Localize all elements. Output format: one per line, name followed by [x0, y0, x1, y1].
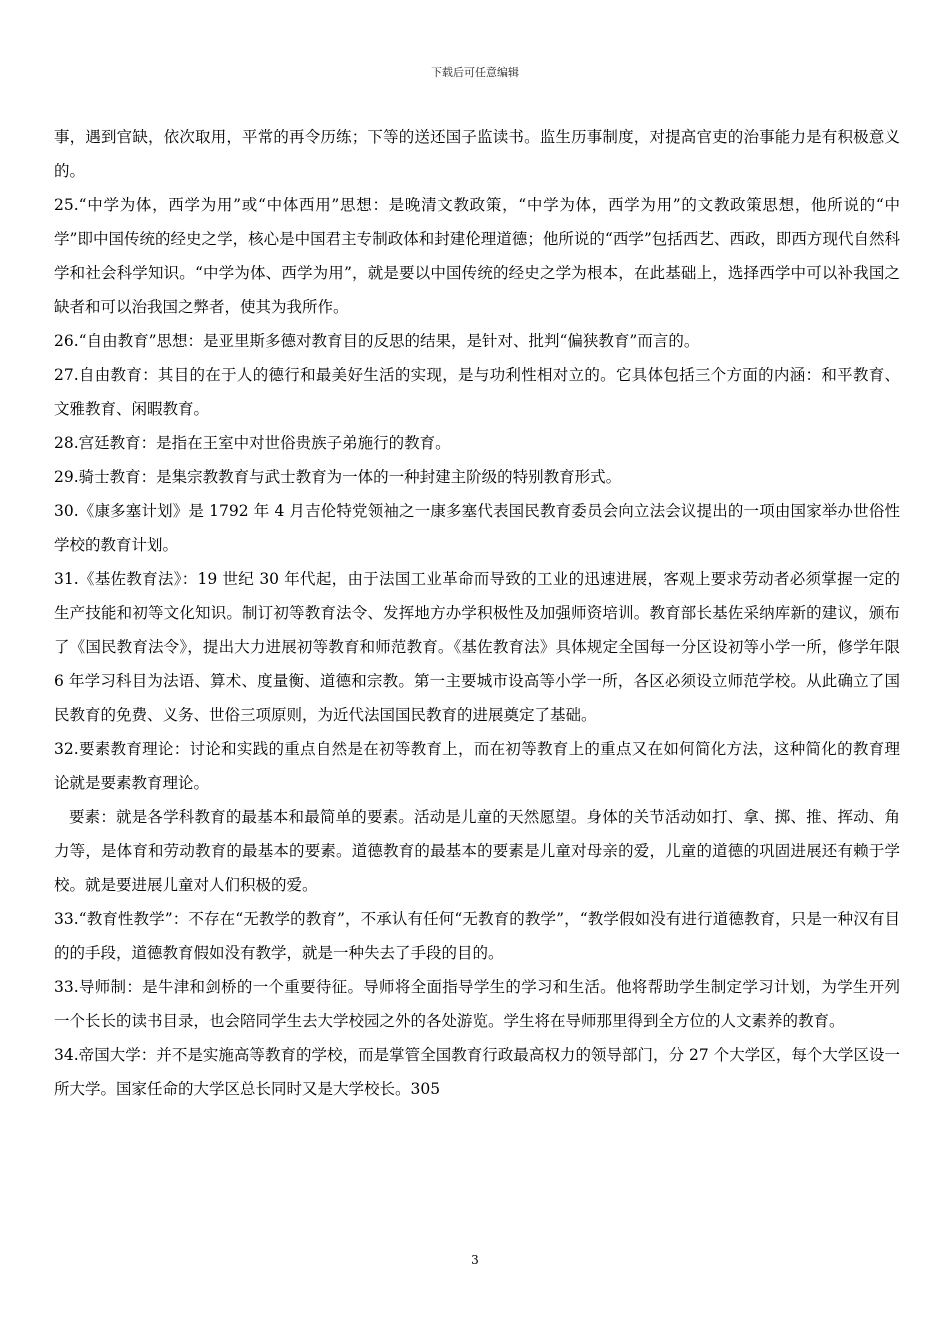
paragraph-27: 27.自由教育：其目的在于人的德行和最美好生活的实现，是与功利性相对立的。它具体包括三个方面的内涵：和平教育、文雅教育、闲暇教育。 — [54, 366, 900, 418]
page-number: 3 — [471, 1253, 479, 1267]
paragraph-32: 32.要素教育理论：讨论和实践的重点自然是在初等教育上，而在初等教育上的重点又在如何简化方法，这种简化的教育理论就是要素教育理论。 — [54, 740, 900, 792]
paragraph-29: 29.骑士教育：是集宗教教育与武士教育为一体的一种封建主阶级的特别教育形式。 — [54, 468, 622, 486]
paragraph-31: 31.《基佐教育法》：19 世纪 30 年代起，由于法国工业革命而导致的工业的迅速进展，客观上要求劳动者必须掌握一定的生产技能和初等文化知识。制订初等教育法令、发挥地方办学积极性及加强师资培训。教育部长基佐采纳库新的建议，颁布了《国民教育法令》，提出大力进展初等教育和师范教育。《基佐教育法》具体规定全国每一分区设初等小学一所，修学年限 6 年学习科目为法语、算术、度量衡、道德和宗教。第一主要城市设高等小学一所，各区必须设立师范学校。从此确立了国民教育的免费、义务、世俗三项原则，为近代法国国民教育的进展奠定了基础。 — [54, 570, 900, 724]
document-body — [54, 120, 900, 1106]
paragraph-32-elements: 要素：就是各学科教育的最基本和最简单的要素。活动是儿童的天然愿望。身体的关节活动如打、拿、掷、推、挥动、角力等，是体育和劳动教育的最基本的要素。道德教育的最基本的要素是儿童对母亲的爱，儿童的道德的巩固进展还有赖于学校。就是要进展儿童对人们积极的爱。 — [54, 808, 900, 894]
page-header: 下载后可任意编辑 — [431, 66, 519, 79]
paragraph-30: 30.《康多塞计划》是 1792 年 4 月吉伦特党领袖之一康多塞代表国民教育委员会向立法会议提出的一项由国家举办世俗性学校的教育计划。 — [54, 502, 900, 554]
paragraph-33-educative-teaching: 33.“教育性教学”：不存在“无教学的教育”，不承认有任何“无教育的教学”，“教学假如没有进行道德教育，只是一种汉有目的的手段，道德教育假如没有教学，就是一种失去了手段的目的。 — [54, 910, 900, 962]
paragraph-26: 26.“自由教育”思想：是亚里斯多德对教育目的反思的结果，是针对、批判“偏狭教育”而言的。 — [54, 332, 700, 350]
paragraph-28: 28.宫廷教育：是指在王室中对世俗贵族子弟施行的教育。 — [54, 434, 451, 452]
paragraph-25: 25.“中学为体，西学为用”或“中体西用”思想：是晚清文教政策，“中学为体，西学为用”的文教政策思想，他所说的“中学”即中国传统的经史之学，核心是中国君主专制政体和封建伦理道德；他所说的“西学”包括西艺、西政，即西方现代自然科学和社会科学知识。“中学为体、西学为用”，就是要以中国传统的经史之学为根本，在此基础上，选择西学中可以补我国之缺者和可以治我国之弊者，使其为我所作。 — [54, 196, 900, 316]
paragraph-continuation: 事，遇到官缺，依次取用，平常的再令历练；下等的送还国子监读书。监生历事制度，对提高官吏的治事能力是有积极意义的。 — [54, 128, 900, 180]
paragraph-33-tutorial-system: 33.导师制：是牛津和剑桥的一个重要待征。导师将全面指导学生的学习和生活。他将帮助学生制定学习计划，为学生开列一个长长的读书目录，也会陪同学生去大学校园之外的各处游览。学生将在导师那里得到全方位的人文素养的教育。 — [54, 978, 900, 1030]
paragraph-34: 34.帝国大学：并不是实施高等教育的学校，而是掌管全国教育行政最高权力的领导部门，分 27 个大学区，每个大学区设一所大学。国家任命的大学区总长同时又是大学校长。305 — [54, 1046, 900, 1098]
